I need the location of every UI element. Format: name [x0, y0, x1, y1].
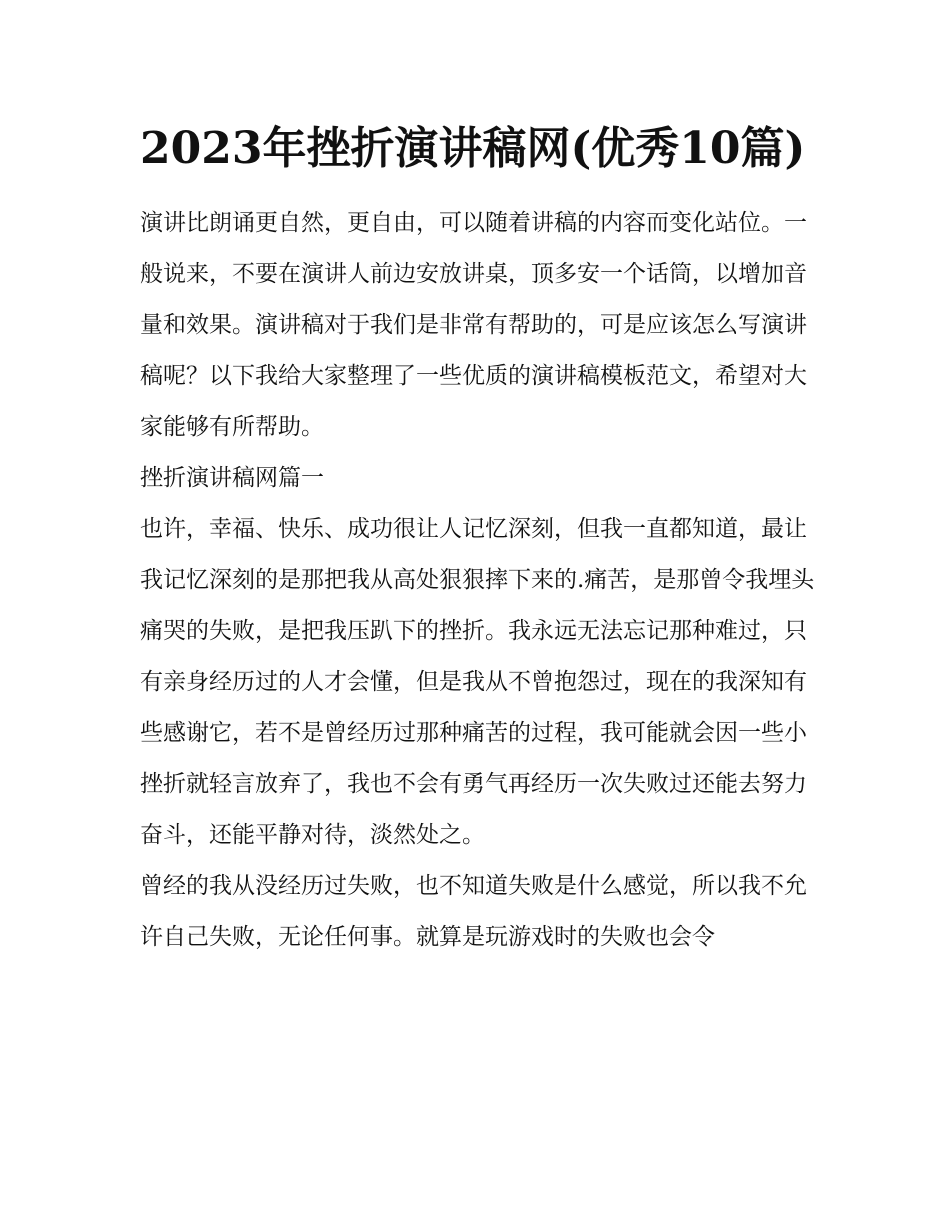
body-paragraph-2: 曾经的我从没经历过失败，也不知道失败是什么感觉，所以我不允许自己失败，无论任何事。就算是玩游戏时的失败也会令	[140, 873, 807, 950]
document-title: 2023年挫折演讲稿网(优秀10篇)	[140, 123, 806, 174]
document-content	[140, 116, 820, 963]
body-paragraph-1: 也许，幸福、快乐、成功很让人记忆深刻，但我一直都知道，最让我记忆深刻的是那把我从高处狠狠摔下来的.痛苦，是那曾令我埋头痛哭的失败，是把我压趴下的挫折。我永远无法忘记那种难过，只有亲身经历过的人才会懂，但是我从不曾抱怨过，现在的我深知有些感谢它，若不是曾经历过那种痛苦的过程，我可能就会因一些小挫折就轻言放弃了，我也不会有勇气再经历一次失败过还能去努力奋斗，还能平静对待，淡然处之。	[140, 516, 815, 848]
intro-paragraph: 演讲比朗诵更自然，更自由，可以随着讲稿的内容而变化站位。一般说来，不要在演讲人前边安放讲桌，顶多安一个话筒，以增加音量和效果。演讲稿对于我们是非常有帮助的，可是应该怎么写演讲稿呢？以下我给大家整理了一些优质的演讲稿模板范文，希望对大家能够有所帮助。	[140, 210, 807, 440]
document-body	[140, 198, 820, 963]
section-heading: 挫折演讲稿网篇一	[140, 465, 324, 491]
